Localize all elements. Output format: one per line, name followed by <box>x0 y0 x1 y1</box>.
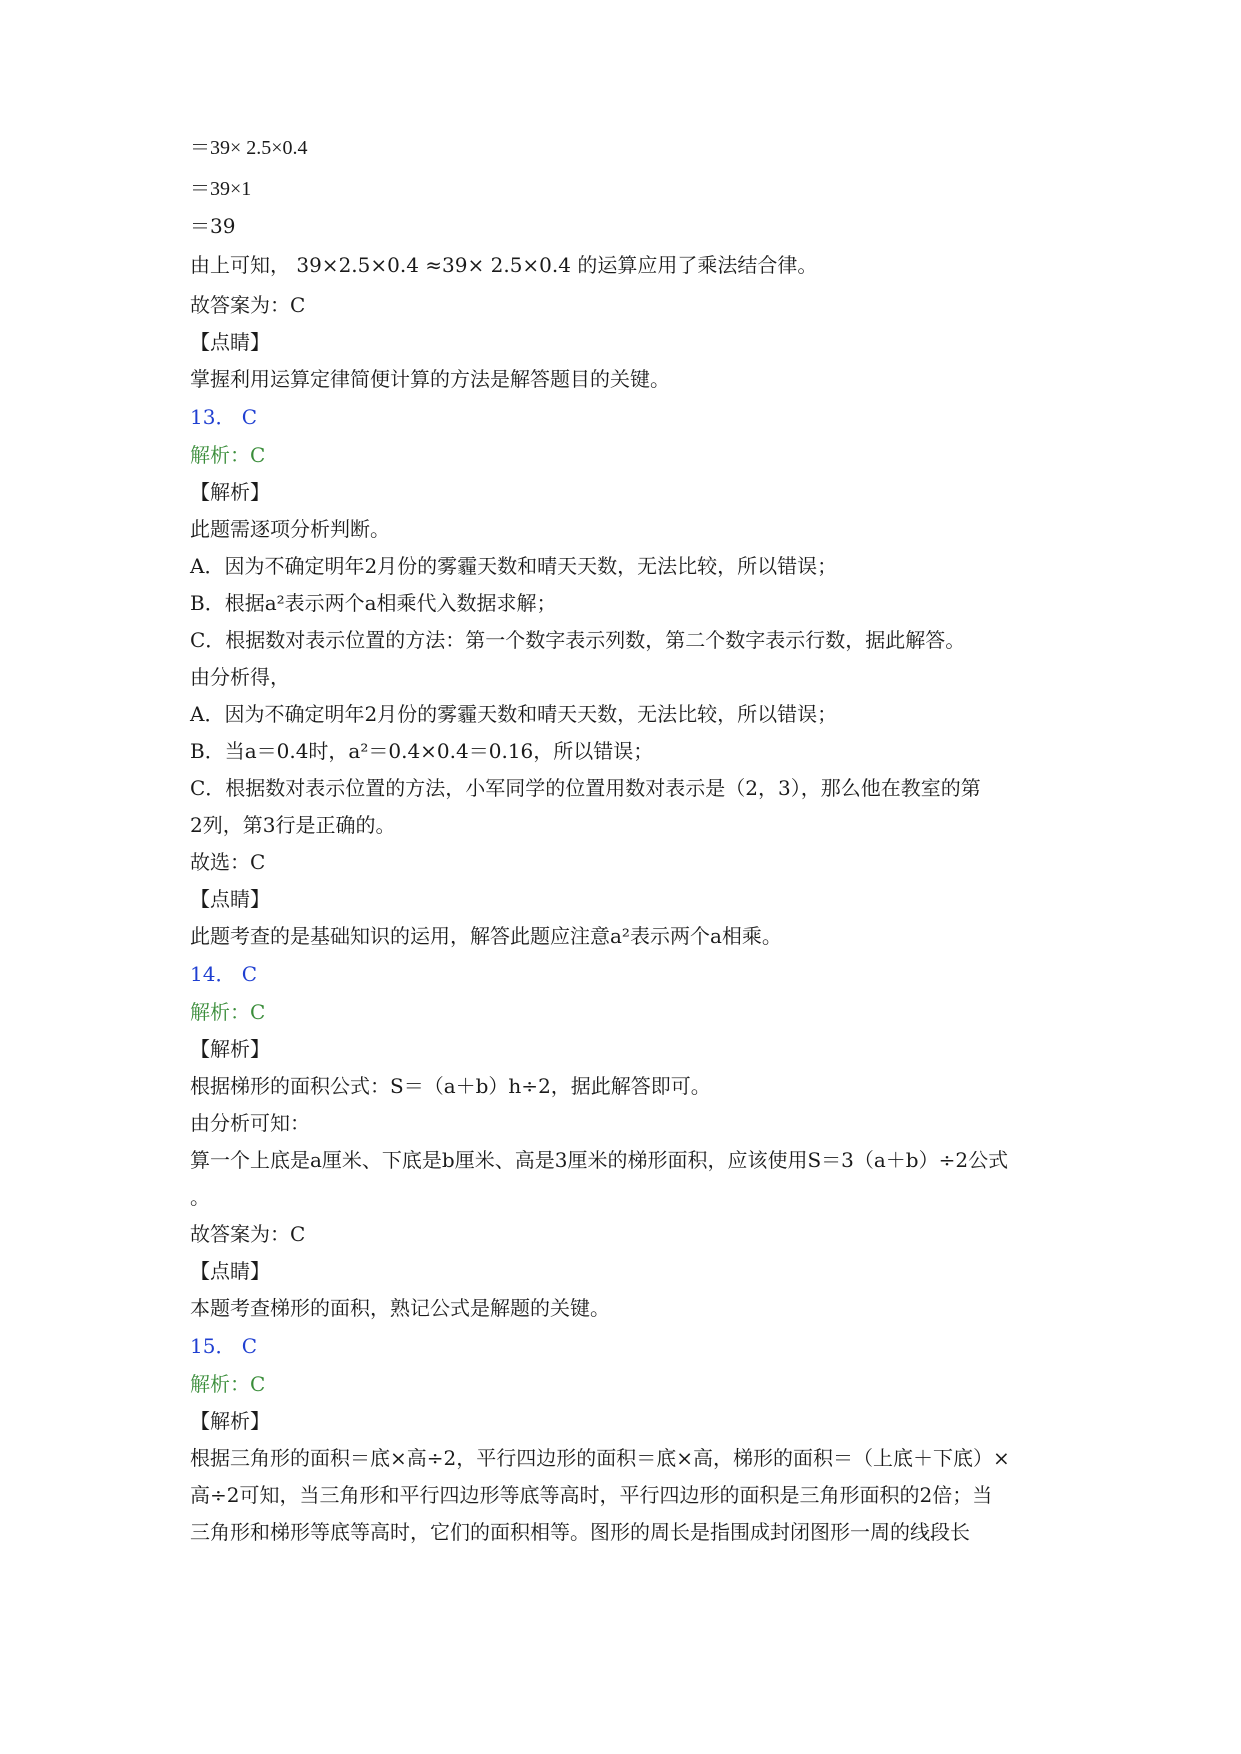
text-line-13: B．根据a²表示两个a相乘代入数据求解； <box>190 591 557 615</box>
text-line-6: 【点睛】 <box>190 330 270 354</box>
text-line-17: B．当a＝0.4时，a²＝0.4×0.4＝0.16，所以错误； <box>190 739 654 763</box>
text-line-23: 14． C <box>190 962 258 986</box>
text-line-1: ＝39× 2.5×0.4 <box>190 137 308 159</box>
text-line-36: 根据三角形的面积＝底×高÷2，平行四边形的面积＝底×高，梯形的面积＝（上底＋下底）× <box>190 1446 1010 1470</box>
text-line-21: 【点睛】 <box>190 887 270 911</box>
text-line-20: 故选：C <box>190 850 266 874</box>
text-line-4: 由上可知， 39×2.5×0.4 ≈39× 2.5×0.4 的运算应用了乘法结合律。 <box>190 253 818 277</box>
text-line-3: ＝39 <box>190 214 236 238</box>
text-line-8: 13． C <box>190 405 258 429</box>
text-line-18: C．根据数对表示位置的方法，小军同学的位置用数对表示是（2，3），那么他在教室的第 <box>190 776 981 800</box>
text-line-5: 故答案为：C <box>190 293 306 317</box>
text-line-16: A．因为不确定明年2月份的雾霾天数和晴天天数，无法比较，所以错误； <box>190 702 838 726</box>
text-line-26: 根据梯形的面积公式：S＝（a＋b）h÷2，据此解答即可。 <box>190 1074 711 1098</box>
text-line-29: 。 <box>190 1185 210 1209</box>
text-line-22: 此题考查的是基础知识的运用，解答此题应注意a²表示两个a相乘。 <box>190 924 782 948</box>
text-line-24: 解析：C <box>190 1000 266 1024</box>
text-line-31: 【点睛】 <box>190 1259 270 1283</box>
text-line-12: A．因为不确定明年2月份的雾霾天数和晴天天数，无法比较，所以错误； <box>190 554 838 578</box>
text-line-19: 2列，第3行是正确的。 <box>190 813 396 837</box>
text-line-14: C．根据数对表示位置的方法：第一个数字表示列数，第二个数字表示行数，据此解答。 <box>190 628 966 652</box>
text-line-27: 由分析可知： <box>190 1111 310 1135</box>
text-line-2: ＝39×1 <box>190 178 252 200</box>
text-line-9: 解析：C <box>190 443 266 467</box>
text-line-37: 高÷2可知，当三角形和平行四边形等底等高时，平行四边形的面积是三角形面积的2倍；当 <box>190 1483 993 1507</box>
text-line-7: 掌握利用运算定律简便计算的方法是解答题目的关键。 <box>190 367 670 391</box>
text-line-35: 【解析】 <box>190 1409 270 1433</box>
text-line-28: 算一个上底是a厘米、下底是b厘米、高是3厘米的梯形面积，应该使用S＝3（a＋b）÷2公式 <box>190 1148 1009 1172</box>
text-line-33: 15． C <box>190 1334 258 1358</box>
text-line-25: 【解析】 <box>190 1037 270 1061</box>
text-line-34: 解析：C <box>190 1372 266 1396</box>
text-line-11: 此题需逐项分析判断。 <box>190 517 390 541</box>
text-line-10: 【解析】 <box>190 480 270 504</box>
text-line-38: 三角形和梯形等底等高时，它们的面积相等。图形的周长是指围成封闭图形一周的线段长 <box>190 1520 970 1544</box>
text-line-32: 本题考查梯形的面积，熟记公式是解题的关键。 <box>190 1296 610 1320</box>
text-line-30: 故答案为：C <box>190 1222 306 1246</box>
text-line-15: 由分析得， <box>190 665 290 689</box>
